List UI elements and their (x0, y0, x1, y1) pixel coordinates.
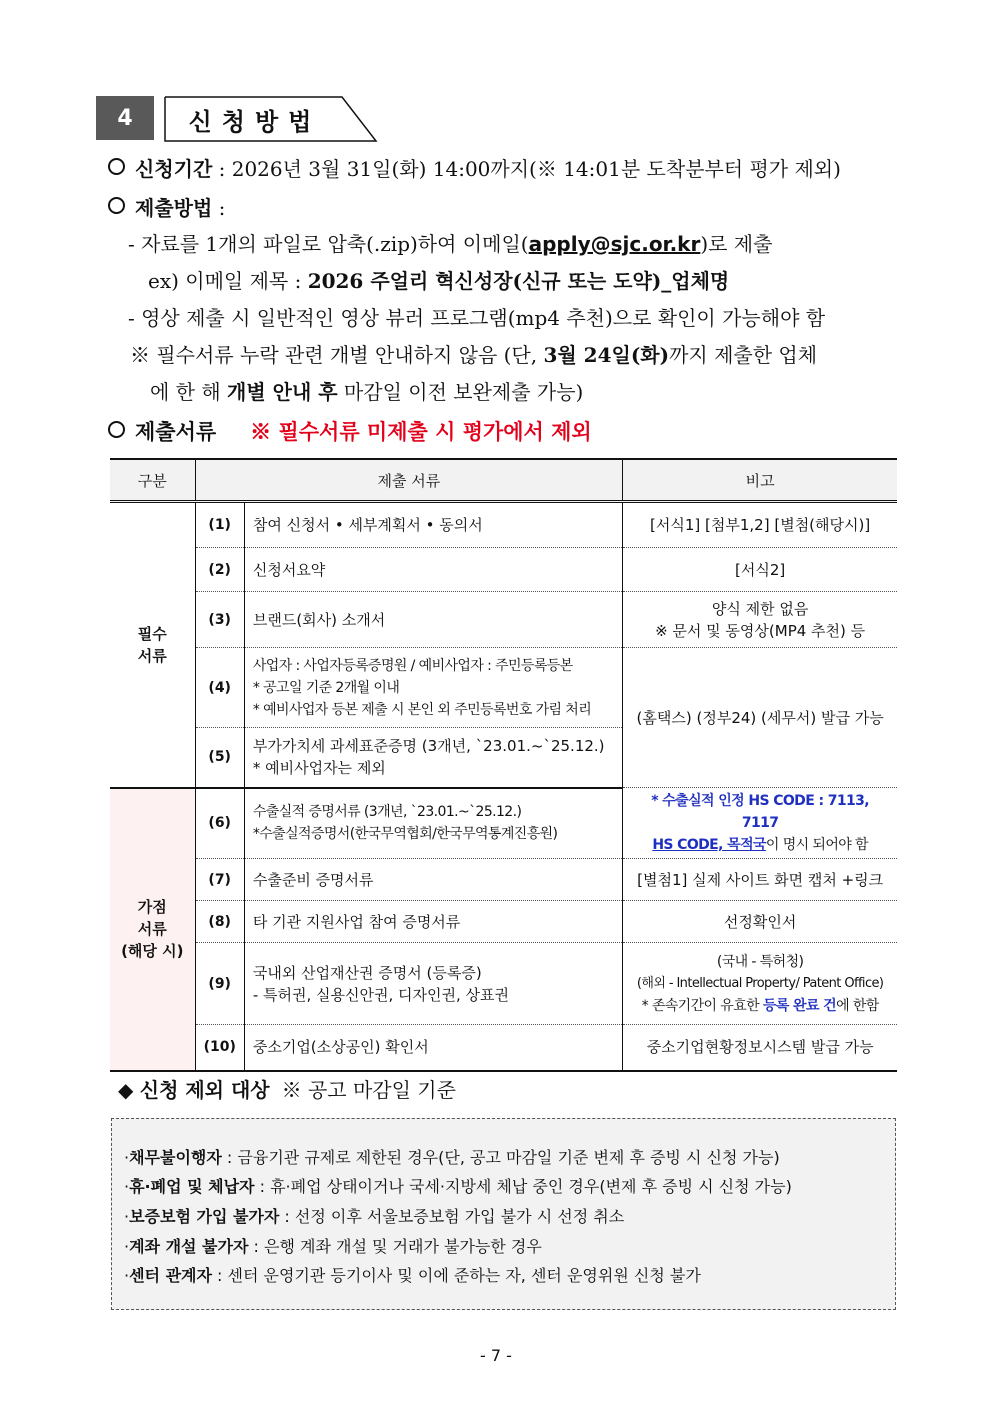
circle-bullet-icon (108, 197, 125, 214)
row-doc (244, 788, 622, 859)
note-prefix: ※ 필수서류 누락 관련 개별 안내하지 않음 (단, (130, 343, 544, 367)
period-line (108, 155, 841, 183)
required-note-line-2 (150, 378, 583, 406)
documents-heading (108, 418, 592, 446)
row-doc (244, 728, 622, 788)
row-number: (5) (195, 728, 244, 788)
table-row (110, 592, 897, 648)
row-number: (1) (195, 502, 244, 548)
exclusion-item (124, 1263, 701, 1286)
email-subject-prefix: ex) 이메일 제목 : (148, 269, 308, 293)
row-note: [별첨1] 실제 사이트 화면 캡처 +링크 (623, 859, 897, 901)
video-line: - 영상 제출 시 일반적인 영상 뷰러 프로그램(mp4 추천)으로 확인이 가능해야 함 (128, 306, 826, 330)
exclusions-heading (118, 1076, 456, 1104)
dot-bullet-icon: · (124, 1177, 130, 1196)
table-row (110, 943, 897, 1025)
header-category: 구분 (110, 459, 195, 502)
exclusion-label: 보증보험 가입 불가자 (129, 1207, 280, 1226)
table-row (110, 859, 897, 901)
table-row (110, 1025, 897, 1071)
required-category: 필수 서류 (110, 502, 195, 788)
period-text: : 2026년 3월 31일(화) 14:00까지(※ 14:01분 도착분부터 평가 제외) (212, 157, 841, 181)
circle-bullet-icon (108, 421, 125, 438)
exclusion-item (124, 1145, 780, 1168)
table-header-row (110, 459, 897, 502)
row-note-highlight: HS CODE, 목적국 (652, 837, 766, 853)
row-doc (244, 648, 622, 728)
row-note (623, 788, 897, 859)
row-doc-line: - 특허권, 실용신안권, 디자인권, 상표권 (252, 985, 509, 1004)
exclusion-label: 계좌 개설 불가자 (129, 1237, 249, 1256)
row-note (623, 943, 897, 1025)
section-title: 신청방법 (188, 107, 322, 136)
exclusion-label: 센터 관계자 (129, 1266, 212, 1285)
row-doc: 신청서요약 (244, 548, 622, 592)
exclusion-item (124, 1174, 792, 1197)
row-note (623, 592, 897, 648)
note2-bold: 개별 안내 후 (227, 380, 338, 404)
row-number: (3) (195, 592, 244, 648)
exclusion-item (124, 1204, 624, 1227)
row-number: (2) (195, 548, 244, 592)
row-doc-line: 사업자 : 사업자등록증명원 / 예비사업자 : 주민등록등본 (252, 657, 573, 674)
method-label: 제출방법 (135, 196, 213, 220)
row-doc (244, 943, 622, 1025)
row-note: [서식1] [첨부1,2] [별첨(해당시)] (623, 502, 897, 548)
row-note-line: * 수출실적 인정 HS CODE : 7113, 7117 (651, 793, 870, 831)
row-note: 선정확인서 (623, 901, 897, 943)
exclusions-box (111, 1118, 896, 1310)
exclusion-text: : 센터 운영기관 등기이사 및 이에 준하는 자, 센터 운영위원 신청 불가 (211, 1266, 701, 1285)
exclusion-item (124, 1234, 542, 1257)
header-note: 비고 (623, 459, 897, 502)
note2-suffix: 마감일 이전 보완제출 가능) (337, 380, 584, 404)
row-doc-line: 부가가치세 과세표준증명 (3개년, `23.01.~`25.12.) (252, 737, 605, 756)
bonus-category: 가점 서류 (해당 시) (110, 788, 195, 1071)
table-row (110, 502, 897, 548)
method-zip-suffix: )로 제출 (700, 232, 773, 256)
row-doc-line: *수출실적증명서(한국무역협회/한국무역통계진흥원) (252, 826, 558, 843)
page-number: - 7 - (480, 1346, 512, 1365)
row-note: 중소기업현황정보시스템 발급 가능 (623, 1025, 897, 1071)
section-number: 4 (96, 96, 154, 140)
row-note-text: 이 명시 되어야 함 (765, 837, 868, 853)
row-note-line: (해외 - Intellectual Property/ Patent Office) (636, 975, 884, 991)
method-zip-line (128, 230, 772, 258)
row-note: [서식2] (623, 548, 897, 592)
note-suffix: 까지 제출한 업체 (669, 343, 818, 367)
row-doc-line: 수출실적 증명서류 (3개년, `23.01.~`25.12.) (252, 804, 522, 821)
row-doc-line: * 예비사업자는 제외 (252, 759, 386, 778)
row-doc: 참여 신청서 • 세부계획서 • 동의서 (244, 502, 622, 548)
circle-bullet-icon (108, 158, 125, 175)
exclusion-text: : 휴·폐업 상태이거나 국세·지방세 체납 중인 경우(변제 후 증빙 시 신청 가능) (254, 1177, 792, 1196)
email-subject-line (148, 267, 729, 295)
email-link[interactable]: apply@sjc.or.kr (528, 232, 701, 256)
row-note-text: * 존속기간이 유효한 (641, 997, 763, 1014)
exclusion-text: : 금융기관 규제로 제한된 경우(단, 공고 마감일 기준 변제 후 증빙 시 신청 가능) (221, 1148, 780, 1167)
exclusions-note: ※ 공고 마감일 기준 (281, 1078, 456, 1102)
note-date: 3월 24일(화) (543, 343, 670, 367)
documents-label: 제출서류 (135, 419, 217, 444)
exclusion-text: : 선정 이후 서울보증보험 가입 불가 시 선정 취소 (279, 1207, 625, 1226)
method-zip-prefix: - 자료를 1개의 파일로 압축(.zip)하여 이메일( (128, 232, 529, 256)
exclusion-label: 채무불이행자 (129, 1148, 222, 1167)
method-line (108, 194, 225, 222)
row-note-line: ※ 문서 및 동영상(MP4 추천) 등 (655, 621, 866, 640)
dot-bullet-icon: · (124, 1266, 130, 1285)
dot-bullet-icon: · (124, 1237, 130, 1256)
row-number: (6) (195, 788, 244, 859)
row-note-line: 양식 제한 없음 (711, 599, 809, 618)
exclusions-title: 신청 제외 대상 (139, 1078, 270, 1102)
row-note-line: (국내 - 특허청) (716, 953, 804, 970)
table-row (110, 788, 897, 859)
method-colon: : (212, 196, 226, 220)
documents-table (110, 458, 897, 1072)
row-number: (8) (195, 901, 244, 943)
row-note-text: 에 한함 (836, 997, 879, 1014)
table-row (110, 901, 897, 943)
exclusion-label: 휴·폐업 및 체납자 (129, 1177, 255, 1196)
row-note: (홈택스) (정부24) (세무서) 발급 가능 (623, 648, 897, 788)
row-number: (10) (195, 1025, 244, 1071)
row-doc: 수출준비 증명서류 (244, 859, 622, 901)
documents-warning: ※ 필수서류 미제출 시 평가에서 제외 (250, 419, 592, 444)
dot-bullet-icon: · (124, 1148, 130, 1167)
table-row (110, 548, 897, 592)
required-note-line (130, 341, 817, 369)
note2-prefix: 에 한 해 (150, 380, 228, 404)
row-doc-line: * 예비사업자 등본 제출 시 본인 외 주민등록번호 가림 처리 (252, 701, 592, 718)
row-number: (7) (195, 859, 244, 901)
dot-bullet-icon: · (124, 1207, 130, 1226)
row-number: (4) (195, 648, 244, 728)
diamond-bullet-icon: ◆ (118, 1078, 140, 1102)
email-subject-title: 2026 주얼리 혁신성장(신규 또는 도약)_업체명 (307, 269, 730, 293)
row-doc: 중소기업(소상공인) 확인서 (244, 1025, 622, 1071)
row-doc: 브랜드(회사) 소개서 (244, 592, 622, 648)
row-number: (9) (195, 943, 244, 1025)
row-doc: 타 기관 지원사업 참여 증명서류 (244, 901, 622, 943)
header-documents: 제출 서류 (195, 459, 623, 502)
exclusion-text: : 은행 계좌 개설 및 거래가 불가능한 경우 (248, 1237, 542, 1256)
row-doc-line: 국내외 산업재산권 증명서 (등록증) (252, 963, 482, 982)
row-note-highlight: 등록 완료 건 (762, 997, 837, 1014)
section-title-box (164, 96, 378, 142)
table-row (110, 648, 897, 728)
period-label: 신청기간 (135, 157, 213, 181)
row-doc-line: * 공고일 기준 2개월 이내 (252, 679, 400, 696)
